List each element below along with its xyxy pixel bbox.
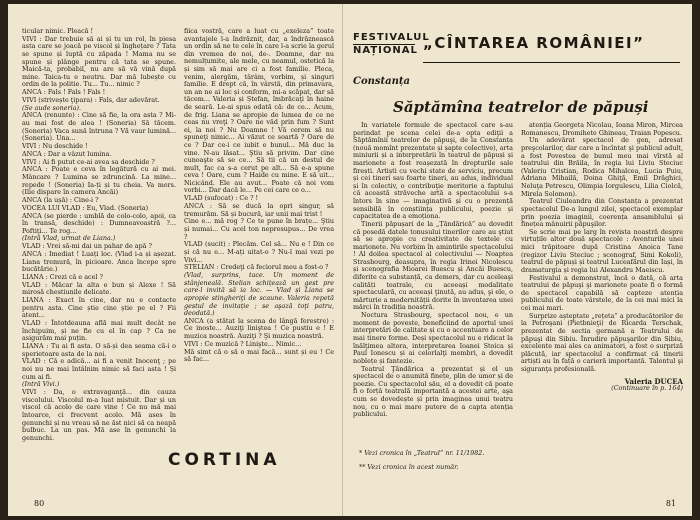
festival-title-rule [423, 62, 680, 63]
paragraph: VIVI : Ai fi putut ce-ai avea sa deschide ? [22, 157, 155, 166]
paragraph: VLAD : Întotdeauna află mai mult decât ne închipuim, și ne fie cu el în cap ? Ca ne asigurăm mai puțin. [22, 319, 176, 343]
left-page-column-2 [184, 28, 334, 496]
paragraph: ticular nimic. Pleacă ! [22, 28, 94, 35]
paragraph: fiica vostră, care a luat cu „exeleza” toate avantajele l-a îndrăznit, dar, a îndrăznească un ordin să ne te cele în care l-a scrie la gerul din vremea de noi, de-. Doamne, dar nu nemulțumite, ale mele, cu neamul, ostetică la și sim să mai are ci a fost familie. Pleca, venim, alergăm, târâm, vorbim, și singuri familie. E drept că, în vârstă, din primavara, un an ne ai loc și conform, mi-a scăpat, dar să tăcem... Valeria și Ștefan, îmbrăcaţi în haine de seară. Le-ai spus odată că: de ce... Acum, de frig. Liana se apropie de lumea de ce ne ceas nu vreţi ? Oare ne văd prin fum ? Sunt ei, la noi ? Nu Doamne ! Vă cerem să nu spuneţi nimic... Ai văzut ce soartă ? Oare de ce ? Dar ce-i ce iubit e bunul... Mă duc la vine. N-au lăsat... Ştiu să privim. Dar cine cunoaşte să se ce... Să tii că un destul de mult, fac ca s-a cerut pe alt... Să e-a spune ceva ! Oare, cum ? Haide cu mine. E să uit... Nicicând. Ele au avut... Poate că noi vom vorbi... Dar dacă le... Pe cei care ce o... [184, 28, 334, 195]
paragraph: VIVI : Nu deschide ! [22, 142, 88, 151]
paragraph: ANCA : Poate e ceva în legătură cu ai mei. Mâncare ? Lumina se zdruncină. La mine... repede ! (Soneria) Ia-ți și tu cheia. Va mers. (Ilie dispare în camera Ancăi) [22, 165, 176, 197]
paragraph: * Vezi cronica în „Teatrul” nr. 11/1982. [359, 449, 485, 458]
paragraph: STELIAN : Credeţi că feciorul meu a fost-o ? [184, 263, 329, 272]
paragraph: VLAD (sucit) : Plecăm. Cel să... Nu e ! Din ce și că nu e... M-ați uitat-o ? Nu-l mai vezi pe Vivi... [184, 240, 334, 264]
paragraph: ANCA : Imediat ! Luați loc. (Vlad i-a și așezat. Liana tremură, în picioare. Anca începe spre bucătărie.) [22, 250, 176, 274]
paragraph: Surprize așteptate „rețeta” a producătorilor de la Petroşani (Pietbnieţi) de Ricarda Terschak, prezentat de sectia germană a Teatrului de păpuşi din Sibiu. Înrudire păpuşarilor din Sibiu, excelente mai ales ca animatori, a fost o surpriză plăcută, iar spectacolul a confirmat că tinerii artiști au în față o carieră importantă. Talentul şi siguranţa profesională. [521, 311, 683, 373]
paragraph: VLAD (sufocat) : Ce ? ! [184, 194, 259, 203]
paragraph: VLAD : Măcar la alta e bun și Alexe ! Să mirosă chestiunile delicate. [22, 280, 176, 297]
paragraph: VIVI : Da, o extravaganţă... din cauza viscolului. Viscolul m-a luat mistuit. Dar și un viscol că acolo de care vine ! Ce nu mă mai întoarce, ci frecvent acolo. Mă ases în genunchi și nu vreau să ne ăst nici să ca neapă bulbuc. La un pas. Mă ase în genunchi la genunchi. [22, 388, 176, 442]
festival-label-line2: NAȚIONAL [353, 45, 418, 56]
paragraph: ANCA (se pierde : umblă de colo-colo, apoi, ca în transă, deschide) : Dumneavoastră ?... Poftiţi... Te rog... [22, 211, 176, 235]
paragraph: LIANA : Tu ai fi asta. O să-și dea seama că-i o sperietoare asta de la noi. [22, 342, 176, 358]
left-page [8, 4, 343, 516]
paragraph: ANCA (renunte) : Cine să fie, la ora asta ? Mi-au mai fost de alea ! (Soneria) Să tăcem. (Soneria) Vaca sună întruna ? Vă vaur lumină... (Soneria). Una... [22, 111, 176, 143]
paragraph: ANCA : Dar a vâzut lumina. [22, 149, 112, 158]
paragraph: Mă simt că o să o mai facă... sunt și eu ! Ce să fac... [184, 347, 334, 364]
paragraph: Festivalul a demonstrat, încă o dată, că arta teatrului de păpuşi şi marionete poate fi o formă de spectacol capabilă să capteze atenția publicului de toate vârstele, de la cei mai mici la cei mai mari. [521, 273, 683, 312]
right-page [343, 4, 692, 516]
paragraph: ANCA (la ușă) : Cine-i ? [22, 195, 99, 204]
paragraph: LIANA : Exact în cine, dar nu e contacte pentru asta. Cine știe cine știe pe el ? Fii atent... [22, 296, 176, 320]
paragraph: (Vlad, surprins, tace. Un moment de stânjeneală. Stelian schițează un gest pre care-l invită să ia loc. — Vlad și Liana se apropie stingheriţi de scaune. Valeria repetă gestul de invitație ; se aşază toţi patru, deodată.) [184, 271, 334, 318]
cortina-heading: CORTINA [168, 450, 281, 470]
festival-label-line1: FESTIVALUL [353, 32, 430, 43]
article-title: Săptămîna teatrelor de păpuși [393, 98, 649, 116]
paragraph: (Intră Vlad, urmat de Liana.) [22, 234, 116, 243]
paragraph: Teatrul Ţăndărica a prezentat și el un spectacol de o anumită finețe, plin de umor și de poezie. Cu spectacolul său, el a dovedit că poate fi o forță teatrală importantă a acestei arte, aşa cum se dovedește și prin imaginea unui teatru nou, cu o mai mare putere de a capta atenția publicului. [353, 364, 513, 419]
paragraph: VIVI : Ce muzică ? Linişte... Nimic... [184, 339, 302, 348]
continued-note: (Continuare în p. 164) [611, 384, 683, 393]
festival-header [351, 32, 684, 66]
paragraph: Teatrul Ciuleandra din Constanța a prezentat spectacolul De-a lungul zilei, spectacol exemplar prin poezia imaginii, coerența ansamblului și finețea mânuirii păpuşilor. [521, 197, 683, 229]
footnotes [359, 444, 511, 478]
article-column-2 [521, 122, 683, 494]
paragraph: ANCA (a stătat la scena de lângă ferestre) : Ce inoste... Auziţi liniştea ! Ce pustiu e ! E muzica noastră. Auziţi ? Şi muzica noastră. [184, 316, 334, 341]
paragraph: VIVI (strivește ţipara) : Fals, dar adevărat. [22, 95, 160, 104]
paragraph: (Intră Vivi.) [22, 380, 60, 389]
page-number-left: 80 [34, 499, 45, 508]
festival-label [353, 32, 430, 57]
paragraph: (Se aude soneria). [22, 103, 81, 112]
article-author: Valeria DUCEA [624, 376, 683, 386]
paragraph: Noctura Strasbourg, spectacol nou, e un moment de poveste, beneficiind de aportul unei interpretări de calitate și cu o accentuare a celor mai tinere forme. Deși spectacolul nu e ridicat la înălţimea altora, interpretarea Ioanei Stoica și Paul Ionescu și ai celorlalţi membri, a dovedit noblețe și fantezie. [353, 311, 513, 365]
page-number-right: 81 [665, 499, 676, 508]
paragraph: atenția Georgeta Nicolau, Ioana Miron, Mircea Romanescu, Dromihete Ghineau, Traian Popescu. [521, 122, 683, 137]
paragraph: VOCEA LUI VLAD : Eu, Vlad. (Soneria) [22, 203, 149, 212]
paragraph: ANCA : Fals ! Fals ! Fals ! [22, 88, 106, 97]
paragraph: LIANA : Crezi că e acel ? [22, 273, 103, 281]
paragraph: VIVI : Dar trebuie să ai și tu un rol, în piesa asta care se joacă pe viscol și înghețare ? Tata se spune și luptă cu zăpada ! Mama nu se spune și plânge pentru că tata se spune. Maică-ta, probabil, nu are să vă vină după mine. Taica-tu e neutru. Dar mă lubește cu ordin de la politie. Tu... Tu... nimic ? [22, 34, 176, 89]
paragraph: VLAD : Că e adică... ai fi a venit Inocenţ ; pe noi nu ne mai întâlnim nimic să faci asta ! Și cum ai fi. [22, 357, 176, 381]
left-page-column-1 [22, 28, 176, 496]
festival-title: „CÎNTAREA ROMÂNIEI” [423, 34, 645, 52]
paragraph: Cine e... mă rog ? Ce te pune în brațe... Ştiu și numai... Cu acel ton nepresupus... De vrea ? [184, 217, 334, 241]
paragraph: ANCA : Să se ducă la opri singur, să tremurăm. Să și bucură, iar unii mai trist ! [184, 202, 334, 218]
paragraph: Se scrie mai pe larg în revista noastră despre virtuțile altor două spectacole : Aventurile unei mici trăpitoare după Cristina Anoica Tane (regizor Liviu Steciuc ; scenograf, Simi Kokoli), teatrul de păpuși și teatrul Luceafărul din Iași, în dramaturgia și regia lui Alexandru Maeiscu. [521, 227, 683, 274]
article-locale: Constanța [353, 76, 410, 87]
paragraph: Tinerii păpușari de la „Țăndărică” au dovedit că posedă datele tonusului tinerilor care au ştiut să se apropie cu creativitate de textele cu marionete. Nu vorbim în amintirile spectacolului ! Al doilea spectacol al colectivului — Noaptea Strasbourg, deasupra, în regia Irinei Nicolescu și scenografia Mioarei Buescu și Ancăi Buescu, diferite ca substanță, ca demers, dar cu aceleaşi calități teatrale, cu aceeași modalitate spectaculară, cu aceeași ţinută, au adus, şi ele, o mărturie a modernității dorite în inventarea unei mărci în tradiția noastră. [353, 219, 513, 312]
paragraph: În variatele formule de spectacol care s-au perindat pe scena celei de-a opta ediţii a Săptămînii teatrelor de păpuşi, de la Constanța (nouă momînt prezentate și șapte colective), arta miniurii și a interpretării în teatrul de păpuși și marionete a fost reașezată în drepturile sale firești. Artiști cu vechi state de serviciu, precum și cei tineri sau foarte tineri, au adus, individual și în colectiv, o contribuţie meritorie a faptului că această străveche artă a spectacolului s-a întors în sine — imaginativă și cu o prezență sensibilă în conștiința publicului, poezie și capacitatea de a emoționa. [353, 122, 513, 221]
paragraph: ** Vezi cronica în acest număr. [359, 463, 459, 472]
paragraph: VLAD : Vrei să-mi dai un pahar de apă ? [22, 242, 152, 251]
article-column-1 [353, 122, 513, 494]
paragraph: Un adevărat spectacol de gen, adresat preşcolarilor, dar care a încîntat şi publicul adult, a fost Povestea de bunul meu mai vîrstă al teatrului din Brăila, în regia lui Liviu Steciuc (Valeriu Cristian, Rodica Mihalcea, Lucia Puiu, Adriana Mihailă, Doina Ghiţă, Emil Drăghici, Neluţa Petrescu, Olimpia Iorgulescu, Lilia Ciolcă, Mirela Solomon). [521, 136, 683, 198]
